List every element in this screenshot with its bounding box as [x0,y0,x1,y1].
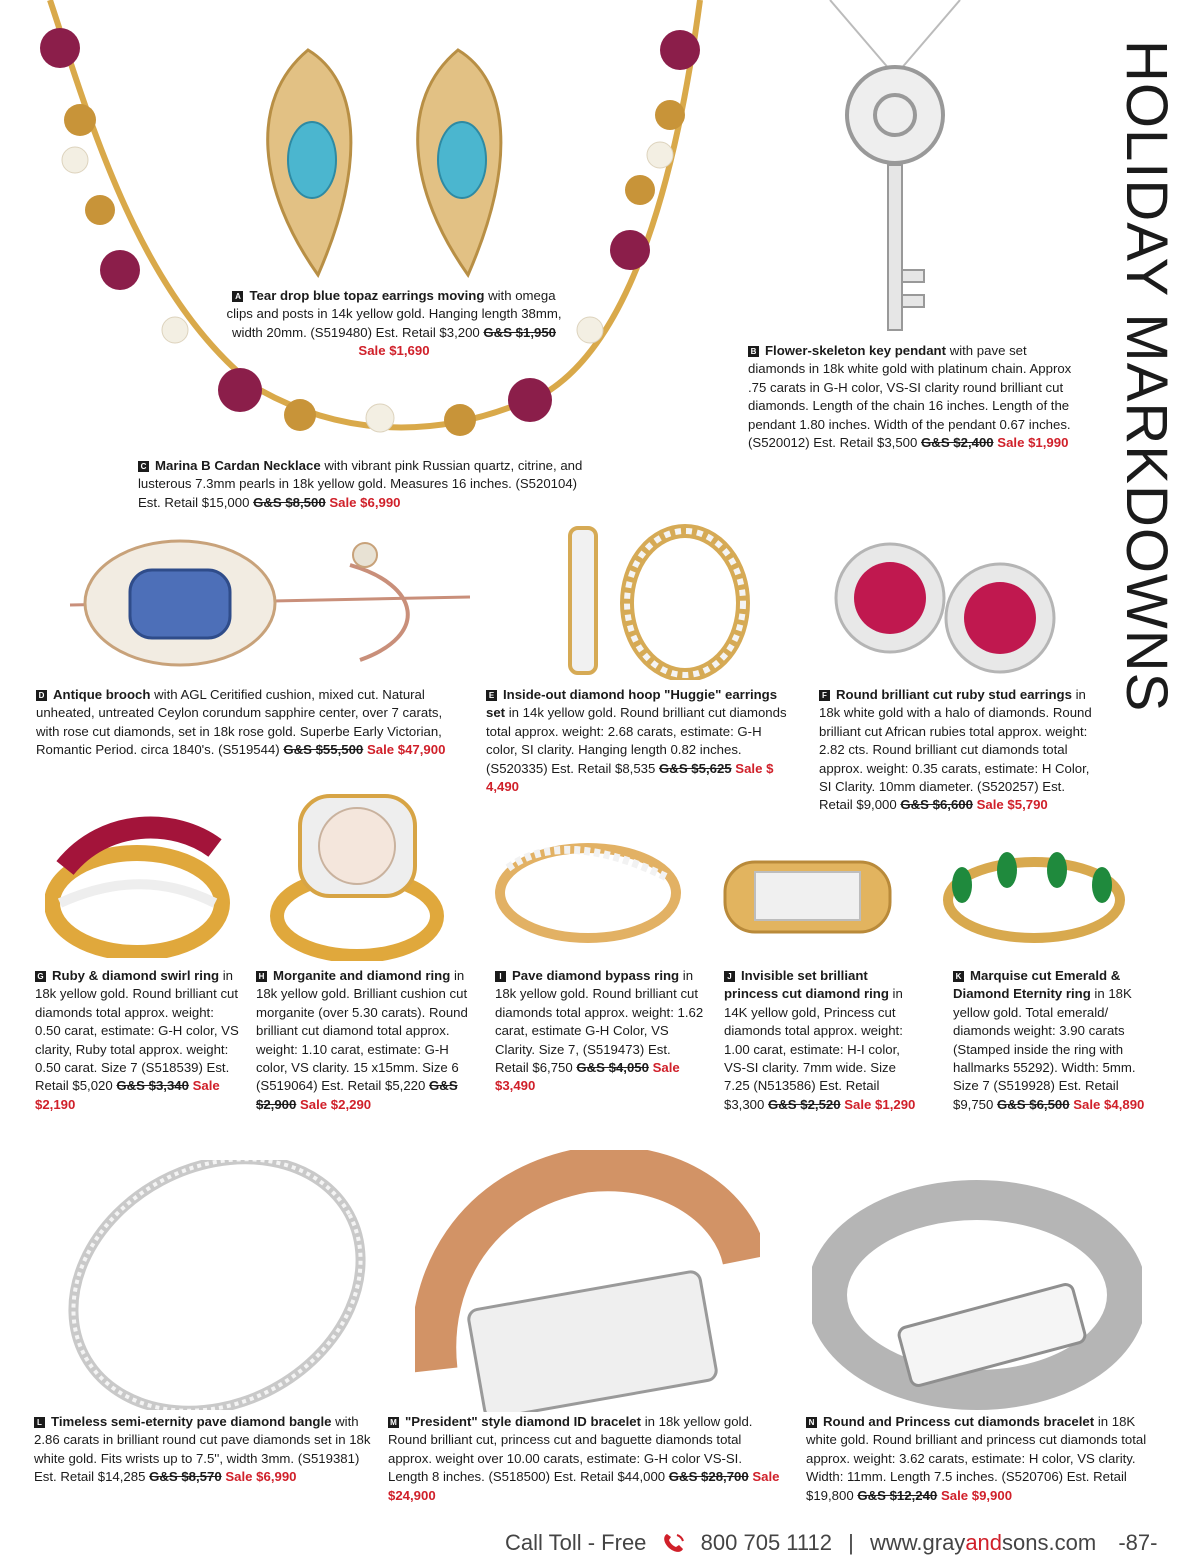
pave-bangle-image [35,1160,400,1410]
item-body-c: with vibrant pink Russian quartz, citrine, and lusterous 7.3mm pearls in 18k yellow gold. Measures 16 inches. (S520104) Est. Retail $15,000 [138,458,583,510]
item-gs-price-k: G&S $6,500 [997,1096,1070,1112]
item-sale-price-a: Sale $1,690 [358,343,430,359]
item-gs-price-l: G&S $8,570 [149,1469,222,1485]
item-sale-price-b: Sale $1,990 [997,435,1069,451]
item-description-k [953,967,1158,1114]
item-title-l: Timeless semi-eternity pave diamond bangle [51,1414,332,1429]
item-sale-price-g: Sale $2,190 [35,1078,220,1112]
ruby-swirl-ring-image [45,808,230,958]
item-description-l [34,1413,374,1487]
bypass-ring-image [488,828,688,946]
item-description-j [724,967,920,1114]
item-letter-j: J [724,971,735,982]
item-gs-price-i: G&S $4,050 [576,1060,649,1076]
item-letter-f: F [819,690,830,701]
item-description-i [495,967,707,1096]
emerald-eternity-ring-image [942,850,1127,945]
item-body-f: in 18k white gold with a halo of diamonds. Round brilliant cut African rubies total approx. weight: 2.82 cts. Round brilliant cut diamonds total approx. weight: 0.35 carats, estimate: H Color, SI Clarity. 10mm diameter. (S520257) Est. Retail $9,000 [819,687,1092,813]
item-letter-l: L [34,1417,45,1428]
item-gs-price-j: G&S $2,520 [768,1096,841,1112]
website-and: and [965,1530,1003,1555]
item-title-h: Morganite and diamond ring [273,968,451,983]
item-letter-a: A [232,291,243,302]
item-body-j: in 14K yellow gold, Princess cut diamonds total approx. weight: 1.00 carat, estimate: H-I color, VS-SI clarity. 7mm wide. Size 7.25 (N513586) Est. Retail $3,300 [724,986,903,1112]
item-gs-price-c: G&S $8,500 [253,494,326,510]
item-body-h: in 18k yellow gold. Brilliant cushion cut morganite (over 5.30 carats). Round brilliant cut diamond total approx. weight: 1.10 carat, estimate: G-H color, VS clarity. 15 x15mm. Size 6 (S519064) Est. Retail $5,220 [256,968,468,1094]
princess-bracelet-image [812,1155,1142,1410]
item-description-b [748,342,1073,452]
hoop-earrings-image [560,518,760,680]
item-title-b: Flower-skeleton key pendant [765,343,947,358]
item-title-j: Invisible set brilliant princess cut diamond ring [724,968,889,1002]
item-letter-d: D [36,690,47,701]
item-letter-m: M [388,1417,399,1428]
item-letter-n: N [806,1417,817,1428]
item-gs-price-a: G&S $1,950 [483,324,556,340]
item-description-g [35,967,240,1114]
item-title-f: Round brilliant cut ruby stud earrings [836,687,1072,702]
princess-ring-image [720,852,895,947]
item-body-n: in 18K white gold. Round brilliant and princess cut diamonds total approx. weight: 3.62 carats, estimate: H color, VS clarity. Width: 11mm. Length 7.5 inches. (S520706) Est. Retail $19,800 [806,1414,1147,1503]
item-body-e: in 14k yellow gold. Round brilliant cut diamonds total approx. weight: 2.68 carats, estimate: G-H color, SI clarity. Hanging length 0.82 inches. (S520335) Est. Retail $8,535 [486,705,787,776]
item-title-c: Marina B Cardan Necklace [155,458,321,473]
item-body-m: in 18k yellow gold. Round brilliant cut, princess cut and baguette diamonds total approx. weight over 10.00 carats, estimate: G-H color VS-SI. Length 8 inches. (S518500) Est. Retail $44,000 [388,1414,753,1485]
item-sale-price-d: Sale $47,900 [366,742,446,758]
item-letter-g: G [35,971,46,982]
item-title-i: Pave diamond bypass ring [512,968,680,983]
website-prefix: www.gray [869,1530,966,1555]
item-sale-price-i: Sale $3,490 [495,1060,680,1094]
section-title-text: HOLIDAY MARKDOWNS [1114,40,1179,713]
phone-number[interactable]: 800 705 1112 [700,1530,832,1555]
item-sale-price-c: Sale $6,990 [329,494,401,510]
item-description-h [256,967,474,1114]
website-suffix: sons.com [1002,1530,1097,1555]
item-gs-price-e: G&S $5,625 [659,760,732,776]
item-sale-price-f: Sale $5,790 [976,797,1048,813]
president-bracelet-image [415,1150,760,1412]
item-letter-e: E [486,690,497,701]
item-body-l: with 2.86 carats in brilliant round cut pave diamonds set in 18k white gold. Fits wrists up to 7.5'', width 3mm. (S519381) Est. Retail $14,285 [34,1414,371,1485]
page-number: -87- [1118,1530,1158,1555]
phone-icon [661,1532,687,1554]
item-body-d: with AGL Ceritified cushion, mixed cut. Natural unheated, untreated Ceylon corundum sapphire center, over 7 carats, with rose cut diamonds, set in 18k rose gold. Superbe Early Victorian, Romantic Period. circa 1840's. (S519544) [36,687,443,758]
item-title-e: Inside-out diamond hoop "Huggie" earrings set [486,687,778,721]
footer [505,1530,1185,1558]
item-body-a: with omega clips and posts in 14k yellow gold. Hanging length 38mm, width 20mm. (S519480) Est. Retail $3,200 [226,288,562,340]
antique-brooch-image [60,525,480,675]
item-letter-k: K [953,971,964,982]
item-gs-price-f: G&S $6,600 [900,797,973,813]
item-sale-price-m: Sale $24,900 [388,1469,780,1503]
item-gs-price-b: G&S $2,400 [921,435,994,451]
item-description-n [806,1413,1151,1505]
item-sale-price-l: Sale $6,990 [225,1469,297,1485]
morganite-ring-image [265,786,450,961]
item-title-k: Marquise cut Emerald & Diamond Eternity ring [953,968,1121,1002]
item-letter-i: I [495,971,506,982]
item-sale-price-h: Sale $2,290 [300,1096,372,1112]
item-sale-price-n: Sale $9,900 [940,1487,1013,1503]
item-body-i: in 18k yellow gold. Round brilliant cut diamonds total approx. weight: 1.62 carat, estimate G-H Color, VS Clarity. Size 7, (S519473) Est. Retail $6,750 [495,968,704,1076]
item-body-g: in 18k yellow gold. Round brilliant cut diamonds total approx. weight: 0.50 carat, estimate: G-H color, VS clarity, Ruby total approx. weight: 0.50 carat. Size 7 (S518539) Est. Retail $5,020 [35,968,239,1094]
item-gs-price-g: G&S $3,340 [116,1078,189,1094]
item-gs-price-n: G&S $12,240 [857,1487,938,1503]
website-link[interactable] [870,1530,1096,1555]
topaz-earrings-image [238,40,538,285]
key-pendant-image [820,0,970,335]
item-description-d [36,686,464,760]
item-title-d: Antique brooch [53,687,151,702]
ruby-studs-image [830,538,1070,678]
item-sale-price-k: Sale $4,890 [1073,1096,1145,1112]
section-title [1108,40,1180,730]
footer-separator: | [848,1530,854,1555]
call-toll-free-label: Call Toll - Free [505,1530,647,1555]
item-title-g: Ruby & diamond swirl ring [52,968,220,983]
item-letter-c: C [138,461,149,472]
item-gs-price-m: G&S $28,700 [668,1469,749,1485]
item-gs-price-d: G&S $55,500 [283,742,364,758]
item-description-m [388,1413,783,1505]
item-letter-b: B [748,346,759,357]
item-title-a: Tear drop blue topaz earrings moving [249,288,485,303]
item-body-b: with pave set diamonds in 18k white gold with platinum chain. Approx .75 carats in G-H color, VS-SI clarity round brilliant cut diamonds. Length of the chain 16 inches. Length of the pendant 1.80 inches. Width of the pendant 0.67 inches. (S520012) Est. Retail $3,500 [748,343,1072,451]
item-title-n: Round and Princess cut diamonds bracelet [823,1414,1095,1429]
item-gs-price-h: G&S $2,900 [256,1078,458,1112]
item-body-k: in 18K yellow gold. Total emerald/ diamonds weight: 3.90 carats (Stamped inside the ring with hallmarks 55292). Width: 5mm. Size 7 (S519928) Est. Retail $9,750 [953,986,1136,1112]
item-description-e [486,686,796,796]
item-description-a [224,287,564,361]
item-letter-h: H [256,971,267,982]
item-sale-price-e: Sale $ 4,490 [486,760,774,795]
item-description-c [138,457,593,512]
item-title-m: "President" style diamond ID bracelet [405,1414,642,1429]
item-sale-price-j: Sale $1,290 [844,1096,916,1112]
item-description-f [819,686,1099,815]
